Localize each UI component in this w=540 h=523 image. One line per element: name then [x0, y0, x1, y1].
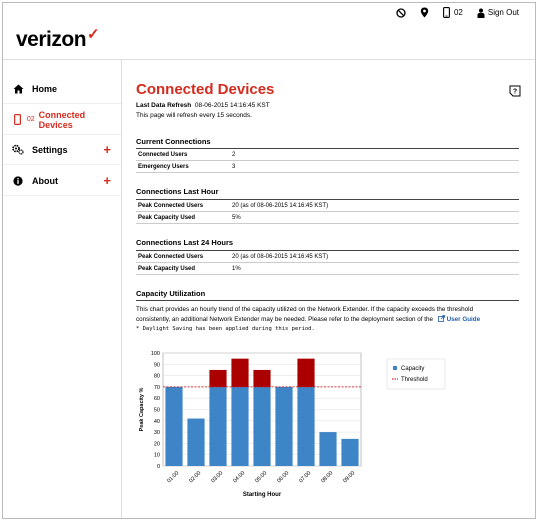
sidebar-item-connected-devices[interactable]	[3, 105, 121, 135]
row-key: Peak Capacity Used	[138, 214, 196, 221]
table-row	[136, 149, 519, 161]
info-icon	[11, 176, 25, 186]
row-key: Peak Connected Users	[138, 253, 204, 260]
capacity-text-line1: This chart provides an hourly trend of the capacity utilized on the Network Extender. If the capacity exceeds the threshold	[136, 306, 474, 313]
y-tick-label: 40	[153, 418, 160, 425]
legend-swatch-capacity	[393, 366, 397, 370]
y-tick-label: 100	[150, 351, 160, 357]
row-value: 2	[232, 151, 236, 158]
sign-out-label: Sign Out	[487, 8, 519, 17]
capacity-title: Capacity Utilization	[136, 289, 206, 298]
capacity-description	[136, 305, 519, 325]
bar-over-threshold	[231, 359, 248, 387]
expand-icon[interactable]: +	[103, 173, 111, 188]
last-refresh-value: 08-06-2015 14:16:45 KST	[194, 102, 270, 109]
expand-icon[interactable]: +	[103, 142, 111, 157]
block-icon[interactable]	[396, 8, 406, 18]
row-value: 20 (as of 08-06-2015 14:16:45 KST)	[232, 202, 329, 209]
phone-icon	[11, 114, 25, 125]
table-row	[136, 200, 519, 212]
top-toolbar	[396, 7, 519, 18]
sidebar-item-label: Connected Devices	[38, 109, 86, 130]
sidebar	[3, 60, 122, 518]
divider	[136, 300, 519, 301]
bar-over-threshold	[253, 370, 270, 387]
row-value: 3	[232, 163, 236, 170]
last-hour-title: Connections Last Hour	[136, 187, 219, 196]
bar-capacity	[341, 439, 358, 466]
home-icon	[11, 84, 25, 94]
user-guide-label: User Guide	[446, 316, 481, 323]
bar-capacity	[231, 387, 248, 466]
page-title: Connected Devices	[136, 81, 275, 98]
person-icon	[477, 8, 485, 18]
y-tick-label: 60	[153, 396, 160, 403]
sidebar-item-settings[interactable]	[3, 135, 121, 165]
capacity-chart	[136, 345, 466, 505]
sidebar-item-label: Home	[32, 83, 58, 94]
table-row	[136, 251, 519, 263]
y-tick-label: 70	[153, 384, 160, 391]
bar-capacity	[165, 387, 182, 466]
device-count: 02	[453, 8, 463, 17]
sidebar-item-about[interactable]	[3, 166, 121, 196]
y-tick-label: 80	[153, 373, 160, 380]
bar-capacity	[297, 387, 314, 466]
x-axis-label: Starting Hour	[242, 492, 282, 498]
x-tick-label: 07:00	[298, 470, 313, 485]
x-tick-label: 02:00	[188, 470, 203, 485]
x-tick-label: 06:00	[276, 470, 291, 485]
logo-text: verizon	[16, 28, 87, 51]
bar-capacity	[209, 387, 226, 466]
last-hour-table	[136, 199, 519, 224]
current-connections-table	[136, 148, 519, 173]
y-tick-label: 10	[153, 452, 160, 459]
current-connections-title: Current Connections	[136, 137, 211, 146]
logo-check: ✓	[87, 26, 100, 43]
last-refresh	[136, 102, 270, 109]
capacity-text-line2	[136, 315, 519, 325]
bar-over-threshold	[209, 370, 226, 387]
legend	[387, 359, 445, 389]
devices-indicator[interactable]	[443, 7, 463, 18]
verizon-logo[interactable]	[16, 28, 98, 52]
sidebar-item-label: About	[32, 175, 58, 186]
sidebar-item-home[interactable]	[3, 74, 121, 104]
header	[3, 3, 535, 60]
y-axis-label: Peak Capacity %	[139, 387, 145, 432]
external-link-icon	[438, 315, 445, 322]
x-tick-label: 08:00	[320, 470, 335, 485]
bar-capacity	[253, 387, 270, 466]
help-icon[interactable]	[509, 84, 521, 96]
legend-label-capacity: Capacity	[401, 366, 425, 372]
last-24-title: Connections Last 24 Hours	[136, 238, 234, 247]
row-key: Peak Capacity Used	[138, 265, 196, 272]
capacity-text: consistently, an additional Network Extender may be needed. Please refer to the deployment section of the	[136, 316, 434, 323]
row-value: 1%	[232, 265, 241, 272]
y-tick-label: 90	[153, 362, 160, 369]
location-icon[interactable]	[420, 7, 429, 18]
x-tick-label: 09:00	[342, 470, 357, 485]
y-tick-label: 30	[153, 430, 160, 437]
table-row	[136, 212, 519, 224]
row-key: Emergency Users	[138, 163, 189, 170]
last-24-table	[136, 250, 519, 275]
x-tick-label: 01:00	[166, 470, 181, 485]
x-tick-label: 05:00	[254, 470, 269, 485]
sign-out-button[interactable]	[477, 8, 519, 18]
table-row	[136, 263, 519, 275]
row-key: Peak Connected Users	[138, 202, 204, 209]
y-tick-label: 50	[153, 407, 160, 414]
user-guide-link[interactable]	[435, 316, 480, 323]
device-count-badge: 02	[26, 116, 35, 123]
gear-icon	[11, 144, 25, 155]
refresh-note: This page will refresh every 15 seconds.	[136, 112, 252, 119]
bar-capacity	[187, 419, 204, 466]
y-tick-label: 0	[156, 464, 160, 470]
row-key: Connected Users	[138, 151, 188, 158]
svg-text:?: ?	[512, 88, 518, 96]
bar-capacity	[319, 432, 336, 466]
row-value: 20 (as of 08-06-2015 14:16:45 KST)	[232, 253, 329, 260]
daylight-saving-note: * Daylight Saving has been applied during this period.	[136, 326, 315, 332]
row-value: 5%	[232, 214, 241, 221]
sidebar-item-label: Settings	[32, 144, 68, 155]
x-tick-label: 04:00	[232, 470, 247, 485]
app-window	[2, 2, 536, 519]
y-tick-label: 20	[153, 441, 160, 448]
last-refresh-label: Last Data Refresh	[136, 102, 192, 109]
table-row	[136, 161, 519, 173]
x-tick-label: 03:00	[210, 470, 225, 485]
bar-over-threshold	[297, 359, 314, 387]
bar-capacity	[275, 387, 292, 466]
phone-icon	[443, 7, 450, 18]
legend-label-threshold: Threshold	[401, 377, 428, 383]
